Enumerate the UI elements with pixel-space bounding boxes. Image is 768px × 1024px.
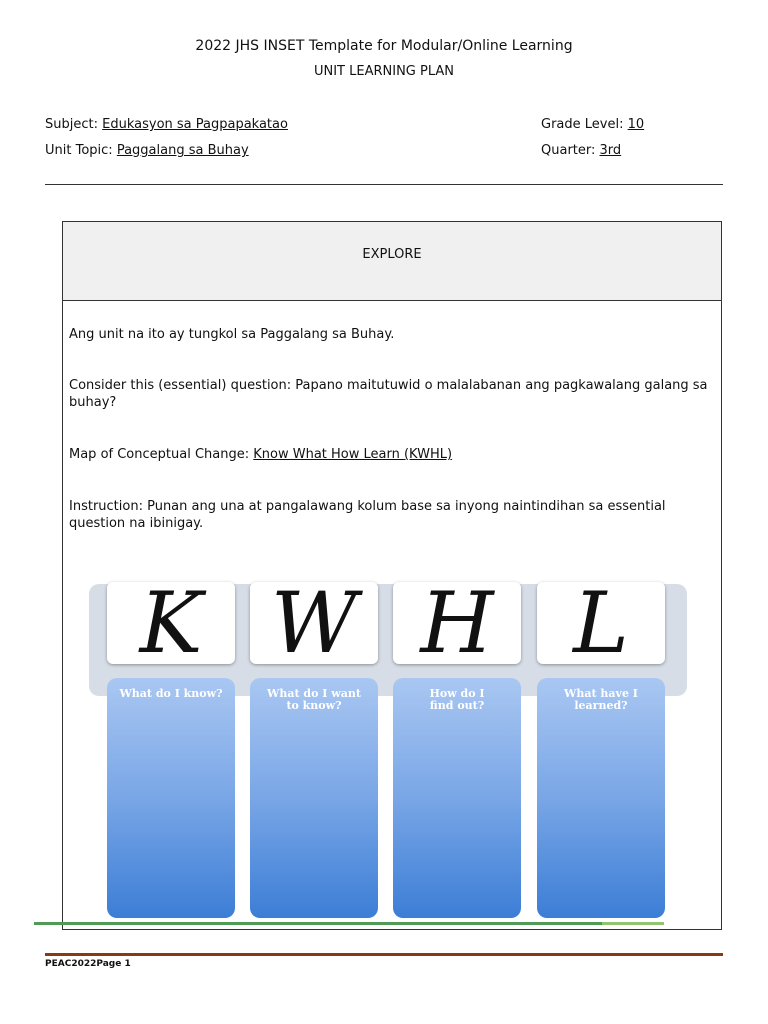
kwhl-column-w bbox=[250, 678, 378, 918]
kwhl-column-w-label: What do I want to know? bbox=[267, 687, 361, 712]
green-rule-end bbox=[602, 922, 664, 925]
document-title: 2022 JHS INSET Template for Modular/Online Learning bbox=[195, 38, 573, 54]
kwhl-card-h bbox=[393, 574, 521, 672]
kwhl-column-h-label: How do I find out? bbox=[429, 687, 485, 712]
kwhl-column-l-label: What have I learned? bbox=[564, 687, 638, 712]
letter-w: W bbox=[270, 574, 358, 672]
header-divider bbox=[45, 184, 723, 185]
map-label: Map of Conceptual Change: bbox=[69, 447, 250, 462]
explore-heading: EXPLORE bbox=[63, 222, 721, 301]
quarter-field bbox=[541, 143, 621, 158]
subject-value: Edukasyon sa Pagpapakatao bbox=[102, 117, 288, 132]
letter-h: H bbox=[420, 574, 494, 672]
quarter-value: 3rd bbox=[599, 143, 622, 158]
kwhl-chart bbox=[89, 574, 687, 920]
map-of-conceptual-change bbox=[69, 446, 709, 463]
letter-k: K bbox=[139, 574, 203, 672]
topic-field bbox=[45, 143, 249, 158]
explore-section bbox=[62, 221, 722, 930]
kwhl-card-l bbox=[537, 574, 665, 672]
kwhl-column-h bbox=[393, 678, 521, 918]
quarter-label: Quarter: bbox=[541, 143, 596, 158]
map-value: Know What How Learn (KWHL) bbox=[253, 447, 453, 462]
letter-l: L bbox=[573, 574, 629, 672]
document-subtitle: UNIT LEARNING PLAN bbox=[313, 64, 455, 79]
kwhl-column-l bbox=[537, 678, 665, 918]
grade-value: 10 bbox=[627, 117, 645, 132]
footer-text: PEAC2022Page 1 bbox=[45, 959, 131, 969]
subject-field bbox=[45, 117, 288, 132]
kwhl-column-k-label: What do I know? bbox=[119, 687, 223, 700]
instruction-text: Instruction: Punan ang una at pangalawang kolum base sa inyong naintindihan sa essential question na ibinigay. bbox=[69, 499, 666, 531]
green-rule bbox=[34, 922, 602, 925]
kwhl-column-k bbox=[107, 678, 235, 918]
subject-label: Subject: bbox=[45, 117, 98, 132]
kwhl-card-w bbox=[250, 574, 378, 672]
topic-value: Paggalang sa Buhay bbox=[116, 143, 249, 158]
grade-label: Grade Level: bbox=[541, 117, 624, 132]
footer-divider bbox=[45, 953, 723, 956]
essential-question: Consider this (essential) question: Papano maitutuwid o malalabanan ang pagkawalang galang sa buhay? bbox=[69, 378, 708, 410]
intro-text: Ang unit na ito ay tungkol sa Paggalang sa Buhay. bbox=[69, 327, 395, 342]
kwhl-card-k bbox=[107, 574, 235, 672]
topic-label: Unit Topic: bbox=[45, 143, 113, 158]
grade-field bbox=[541, 117, 644, 132]
